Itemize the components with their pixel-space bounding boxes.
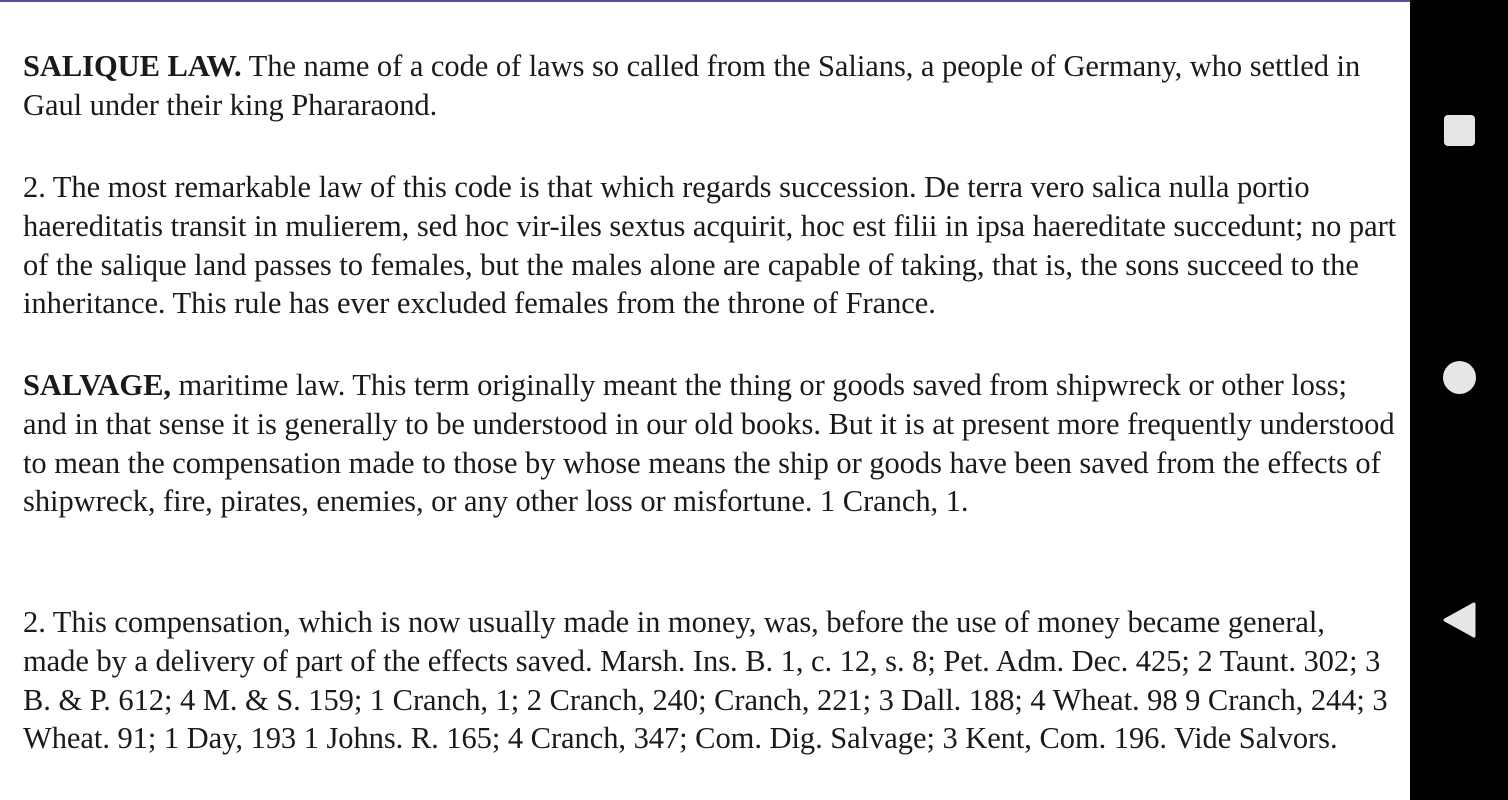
home-button[interactable] xyxy=(1410,327,1508,427)
square-icon xyxy=(1444,115,1475,146)
triangle-left-icon xyxy=(1442,602,1476,638)
recents-button[interactable] xyxy=(1410,80,1508,180)
entry-term: SALVAGE, xyxy=(23,368,171,402)
back-button[interactable] xyxy=(1410,570,1508,670)
entry-salique-law-continued xyxy=(23,168,1398,323)
dictionary-content[interactable] xyxy=(0,2,1410,800)
entry-term: SALIQUE LAW. xyxy=(23,49,242,83)
entry-salique-law xyxy=(23,47,1398,125)
entry-salvage xyxy=(23,366,1398,521)
entry-salvage-continued xyxy=(23,603,1398,758)
system-navigation-bar xyxy=(1410,0,1508,800)
circle-icon xyxy=(1443,361,1476,394)
entry-text: maritime law. This term originally meant the thing or goods saved from shipwreck or other loss; and in that sense it is generally to be understood in our old books. But it is at present more frequently understood to mean the compensation made to those by whose means the ship or goods have been saved from the effects of shipwreck, fire, pirates, enemies, or any other loss or misfortune. 1 Cranch, 1. xyxy=(23,368,1395,519)
entry-text: The name of a code of laws so called from the Salians, a people of Germany, who settled in Gaul under their king Phararaond. xyxy=(23,49,1361,122)
entry-text: 2. The most remarkable law of this code is that which regards succession. De terra vero salica nulla portio haereditatis transit in mulierem, sed hoc vir-iles sextus acquirit, hoc est filii in ipsa haereditate succedunt; no part of the salique land passes to females, but the males alone are capable of taking, that is, the sons succeed to the inheritance. This rule has ever excluded females from the throne of France. xyxy=(23,170,1397,321)
entry-text: 2. This compensation, which is now usually made in money, was, before the use of money became general, made by a delivery of part of the effects saved. Marsh. Ins. B. 1, c. 12, s. 8; Pet. Adm. Dec. 425; 2 Taunt. 302; 3 B. & P. 612; 4 M. & S. 159; 1 Cranch, 1; 2 Cranch, 240; Cranch, 221; 3 Dall. 188; 4 Wheat. 98 9 Cranch, 244; 3 Wheat. 91; 1 Day, 193 1 Johns. R. 165; 4 Cranch, 347; Com. Dig. Salvage; 3 Kent, Com. 196. Vide Salvors. xyxy=(23,605,1388,756)
